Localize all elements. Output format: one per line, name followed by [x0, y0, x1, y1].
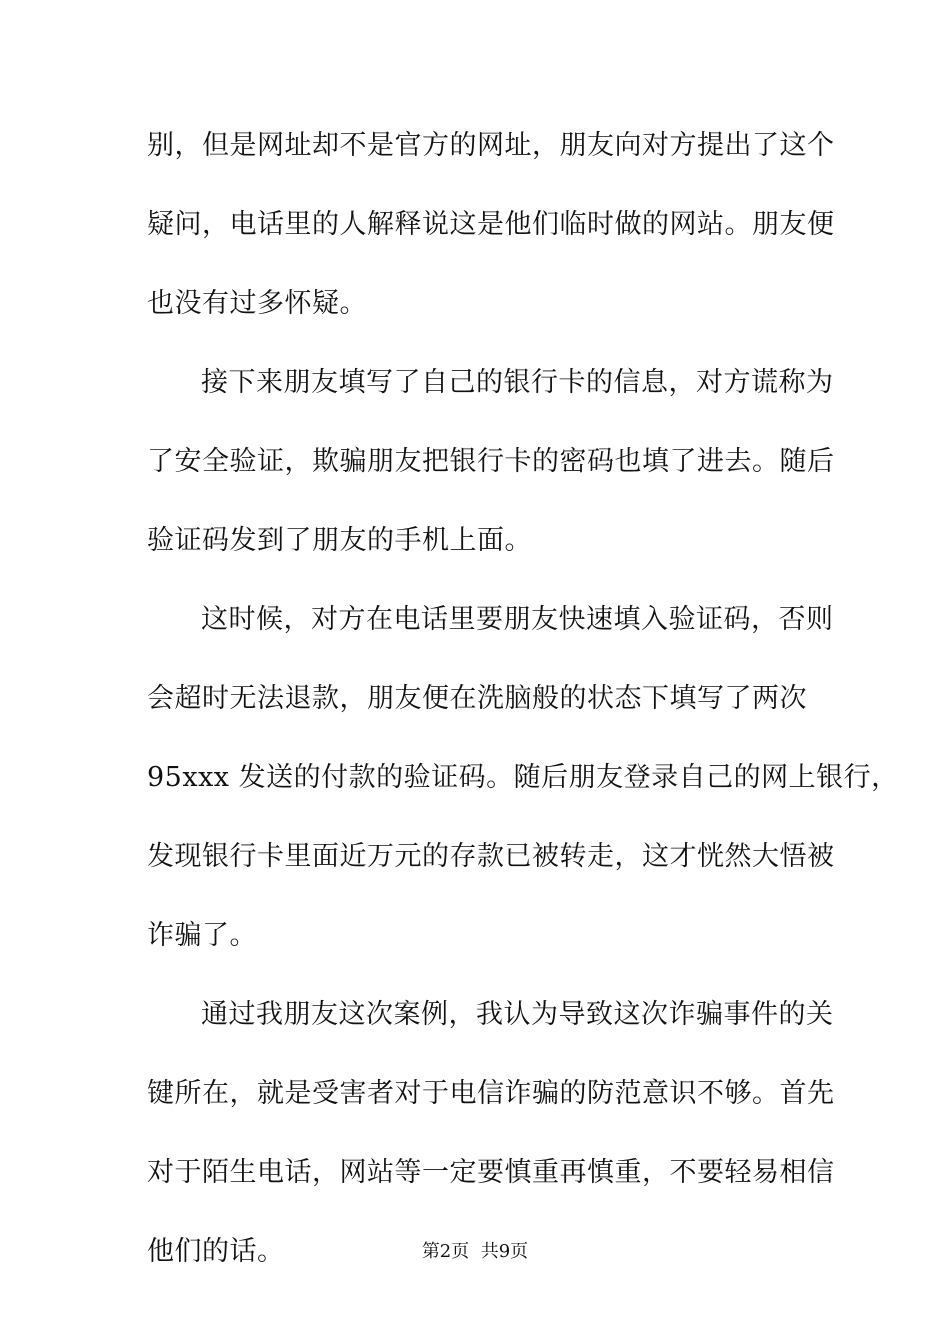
text-line: 也没有过多怀疑。 — [147, 288, 367, 319]
text-line: 了安全验证，欺骗朋友把银行卡的密码也填了进去。随后 — [147, 446, 835, 477]
text-line: 95xxx 发送的付款的验证码。随后朋友登录自己的网上银行， — [147, 762, 899, 793]
text-line: 对于陌生电话，网站等一定要慎重再慎重，不要轻易相信 — [147, 1157, 835, 1188]
text-line: 疑问，电话里的人解释说这是他们临时做的网站。朋友便 — [147, 209, 835, 240]
page-number-footer: 第2页 共9页 — [421, 1241, 529, 1262]
text-line: 别，但是网址却不是官方的网址，朋友向对方提出了这个 — [147, 130, 835, 161]
text-line: 会超时无法退款，朋友便在洗脑般的状态下填写了两次 — [147, 683, 807, 714]
paragraph-first-line: 这时候，对方在电话里要朋友快速填入验证码，否则 — [201, 604, 834, 635]
text-line: 发现银行卡里面近万元的存款已被转走，这才恍然大悟被 — [147, 841, 835, 872]
paragraph-first-line: 接下来朋友填写了自己的银行卡的信息，对方谎称为 — [201, 367, 834, 398]
text-line: 键所在，就是受害者对于电信诈骗的防范意识不够。首先 — [147, 1078, 835, 1109]
paragraph-first-line: 通过我朋友这次案例，我认为导致这次诈骗事件的关 — [201, 999, 834, 1030]
text-line: 诈骗了。 — [147, 920, 257, 951]
text-line: 他们的话。 — [147, 1236, 285, 1267]
text-line: 验证码发到了朋友的手机上面。 — [147, 525, 532, 556]
